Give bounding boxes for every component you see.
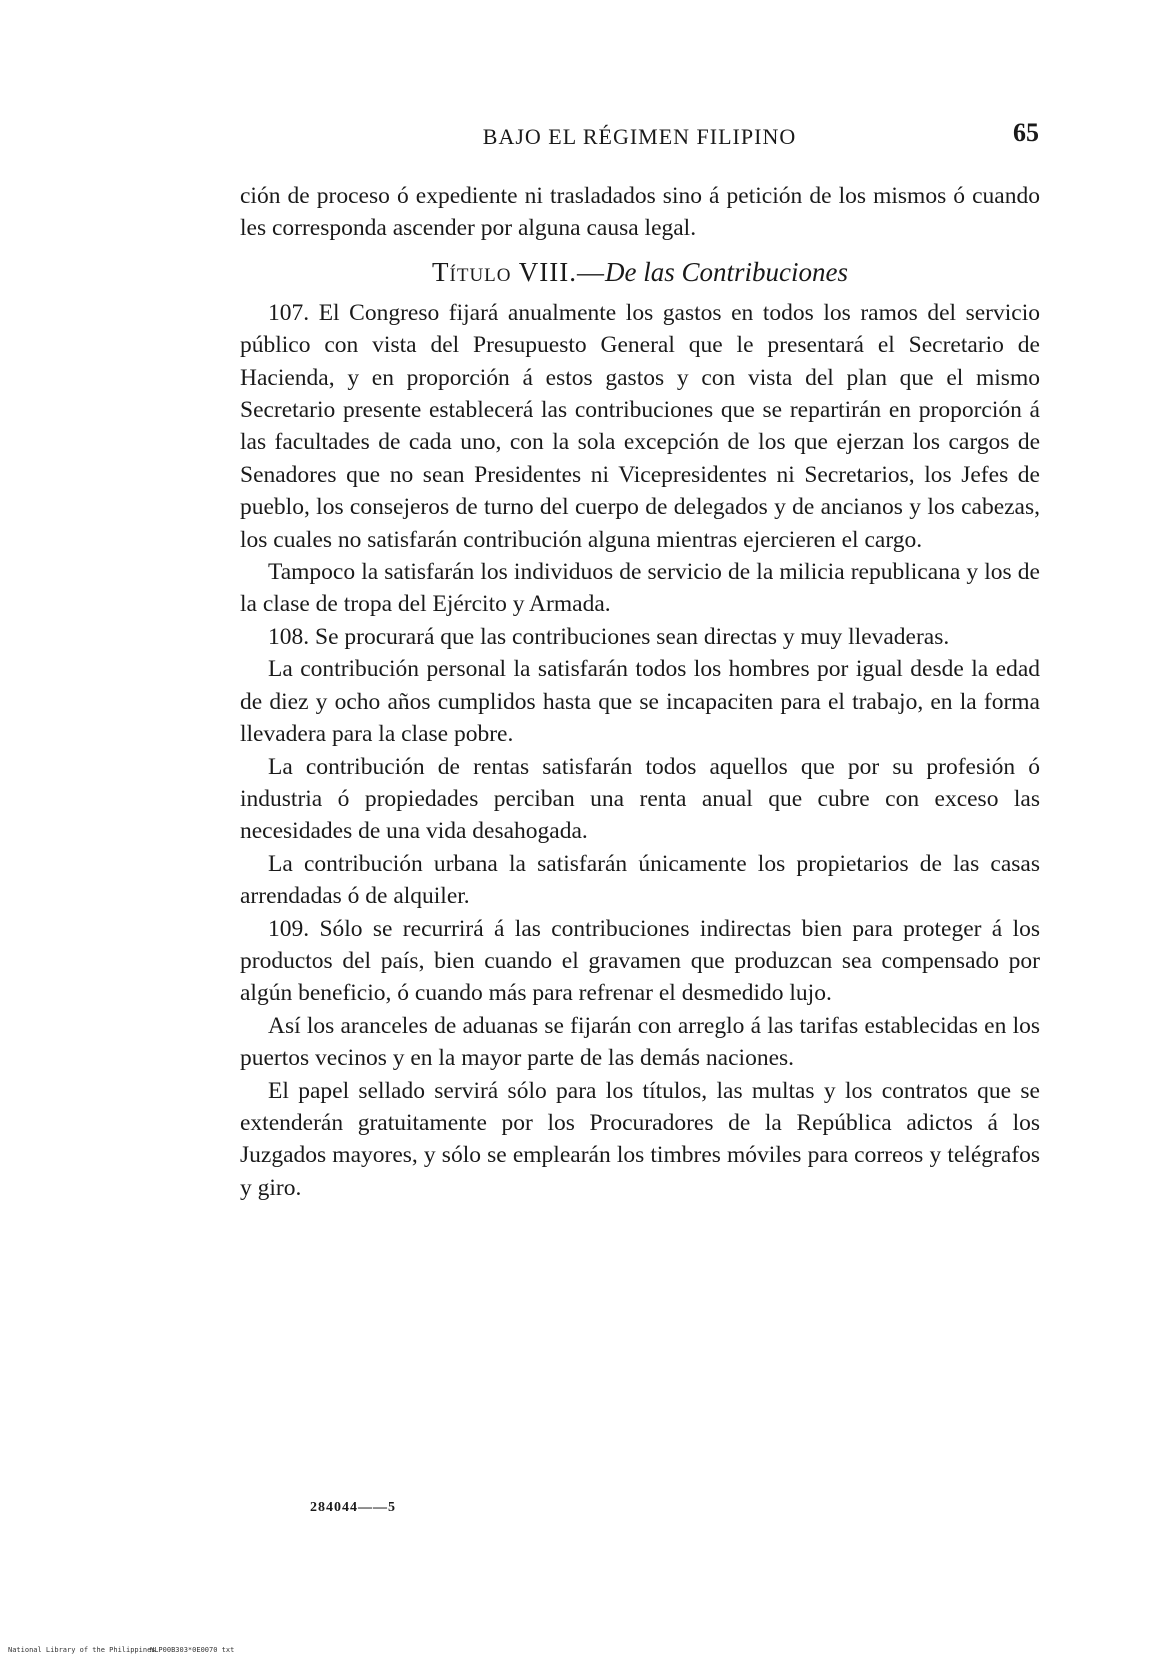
paragraph: Tampoco la satisfarán los individuos de servicio de la milicia republicana y los de la clase de tropa del Ejército y Armada. bbox=[240, 559, 1040, 618]
paragraph: Así los aranceles de aduanas se fijarán con arreglo á las tarifas establecidas en los puertos vecinos y en la mayor parte de las demás naciones. bbox=[240, 1012, 1040, 1072]
page-body bbox=[240, 180, 1040, 1204]
paragraph: El papel sellado servirá sólo para los títulos, las multas y los contratos que se extenderán gratuitamente por los Procuradores de la República adictos á los Juzgados mayores, y sólo se emplearán los timbres móviles para correos y telégrafos y giro. bbox=[240, 1077, 1040, 1201]
page-number: 65 bbox=[1013, 118, 1039, 147]
paragraph: La contribución de rentas satisfarán todos aquellos que por su profesión ó industria ó propiedades perciban una renta anual que cubre con exceso las necesidades de una vida desahogada. bbox=[240, 753, 1040, 845]
article-107: 107. El Congreso fijará anualmente los gastos en todos los ramos del servicio público con vista del Presupuesto General que le presentará el Secretario de Hacienda, y en proporción á estos gastos y con vista del plan que el mismo Secretario presente establecerá las contribuciones que se repartirán en proporción á las facultades de cada uno, con la sola excepción de los que ejerzan los cargos de Senadores que no sean Presidentes ni Vicepresidentes ni Secretarios, los Jefes de pueblo, los consejeros de turno del cuerpo de delegados y de ancianos y los cabezas, los cuales no satisfarán contribución alguna mientras ejercieren el cargo. bbox=[240, 299, 1040, 553]
paragraph: La contribución urbana la satisfarán únicamente los propietarios de las casas arrendadas ó de alquiler. bbox=[240, 850, 1040, 910]
section-title-subtitle: De las Contribuciones bbox=[604, 256, 848, 287]
signature-mark: 284044——5 bbox=[310, 1500, 396, 1515]
page-header bbox=[240, 118, 1039, 158]
paragraph: La contribución personal la satisfarán todos los hombres por igual desde la edad de diez y ocho años cumplidos hasta que se incapaciten para el trabajo, en la forma llevadera para la clase pobre. bbox=[240, 656, 1040, 748]
footer-library-credit: National Library of the Philippines bbox=[8, 1646, 156, 1654]
footer-file-id: NLP00B303*0E0070 txt bbox=[150, 1646, 235, 1654]
section-title bbox=[240, 255, 1040, 289]
paragraph-continuation: ción de proceso ó expediente ni trasladados sino á petición de los mismos ó cuando les corresponda ascender por alguna causa legal. bbox=[240, 183, 1040, 242]
running-title: BAJO EL RÉGIMEN FILIPINO bbox=[482, 124, 797, 149]
article-108: 108. Se procurará que las contribuciones sean directas y muy llevaderas. bbox=[268, 623, 950, 650]
article-109: 109. Sólo se recurrirá á las contribuciones indirectas bien para proteger á los productos del país, bien cuando el gravamen que produzcan sea compensado por algún beneficio, ó cuando más para refrenar el desmedido lujo. bbox=[240, 915, 1040, 1007]
section-title-label: Título VIII.— bbox=[432, 256, 605, 287]
